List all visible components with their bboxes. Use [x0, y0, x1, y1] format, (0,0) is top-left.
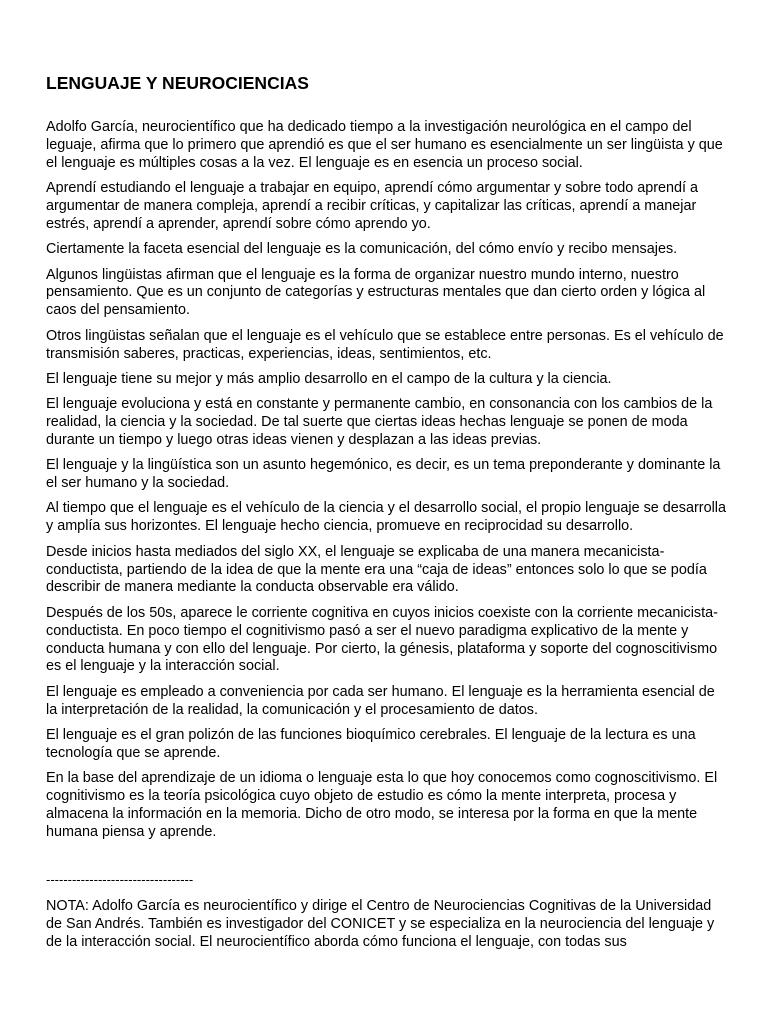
paragraph-1: Adolfo García, neurocientífico que ha dedicado tiempo a la investigación neurológica en el campo del leguaje, afirma que lo primero que aprendió es que el ser humano es esencialmente un ser lingüista y que el lenguaje es múltiples cosas a la vez. El lenguaje es en esencia un proceso social. [46, 119, 723, 171]
document-title: LENGUAJE Y NEUROCIENCIAS [46, 73, 309, 93]
paragraph-3: Ciertamente la faceta esencial del lenguaje es la comunicación, del cómo envío y recibo mensajes. [46, 241, 678, 258]
paragraph-12: El lenguaje es empleado a conveniencia por cada ser humano. El lenguaje es la herramienta esencial de la interpretación de la realidad, la comunicación y el procesamiento de datos. [46, 683, 715, 718]
paragraph-11: Después de los 50s, aparece le corriente cognitiva en cuyos inicios coexiste con la corriente mecanicista-conductista. En poco tiempo el cognitivismo pasó a ser el nuevo paradigma explicativo de la mente y conducta humana y con ello del lenguaje. Por cierto, la génesis, plataforma y soporte del cognoscitivismo es el lenguaje y la interacción social. [46, 604, 718, 675]
footnote-separator: ---------------------------------- [46, 871, 194, 887]
paragraph-14: En la base del aprendizaje de un idioma o lenguaje esta lo que hoy conocemos como cognoscitivismo. El cognitivismo es la teoría psicológica cuyo objeto de estudio es cómo la mente interpreta, procesa y almacena la información en la memoria. Dicho de otro modo, se interesa por la forma en que la mente humana piensa y aprende. [46, 770, 718, 840]
paragraph-10: Desde inicios hasta mediados del siglo XX, el lenguaje se explicaba de una manera mecanicista-conductista, partiendo de la idea de que la mente era una “caja de ideas” entonces solo lo que se podía describir de manera mediante la conducta observable era válido. [46, 543, 707, 596]
paragraph-4: Algunos lingüistas afirman que el lenguaje es la forma de organizar nuestro mundo interno, nuestro pensamiento. Que es un conjunto de categorías y estructuras mentales que dan cierto orden y lógica al caos del pensamiento. [46, 266, 706, 319]
footnote-note: NOTA: Adolfo García es neurocientífico y dirige el Centro de Neurociencias Cognitivas de la Universidad de San Andrés. También es investigador del CONICET y se especializa en la neurociencia del lenguaje y de la interacción social. El neurocientífico aborda cómo funciona el lenguaje, con todas sus [46, 897, 715, 950]
paragraph-7: El lenguaje evoluciona y está en constante y permanente cambio, en consonancia con los cambios de la realidad, la ciencia y la sociedad. De tal suerte que ciertas ideas hechas lenguaje se ponen de moda durante un tiempo y luego otras ideas vienen y desplazan a las ideas previas. [46, 396, 713, 448]
paragraph-2: Aprendí estudiando el lenguaje a trabajar en equipo, aprendí cómo argumentar y sobre todo aprendí a argumentar de manera compleja, aprendí a recibir críticas, y capitalizar las críticas, aprendí a manejar estrés, aprendí a aprender, aprendí sobre cómo aprendo yo. [46, 180, 699, 232]
paragraph-9: Al tiempo que el lenguaje es el vehículo de la ciencia y el desarrollo social, el propio lenguaje se desarrolla y amplía sus horizontes. El lenguaje hecho ciencia, promueve en reciprocidad su desarrollo. [46, 500, 726, 535]
paragraph-6: El lenguaje tiene su mejor y más amplio desarrollo en el campo de la cultura y la ciencia. [46, 370, 612, 387]
paragraph-5: Otros lingüistas señalan que el lenguaje es el vehículo que se establece entre personas. Es el vehículo de transmisión saberes, practicas, experiencias, ideas, sentimientos, etc. [46, 327, 724, 362]
document-page [46, 72, 726, 952]
paragraph-8: El lenguaje y la lingüística son un asunto hegemónico, es decir, es un tema preponderante y dominante la el ser humano y la sociedad. [46, 457, 721, 492]
paragraph-13: El lenguaje es el gran polizón de las funciones bioquímico cerebrales. El lenguaje de la lectura es una tecnología que se aprende. [46, 726, 696, 761]
